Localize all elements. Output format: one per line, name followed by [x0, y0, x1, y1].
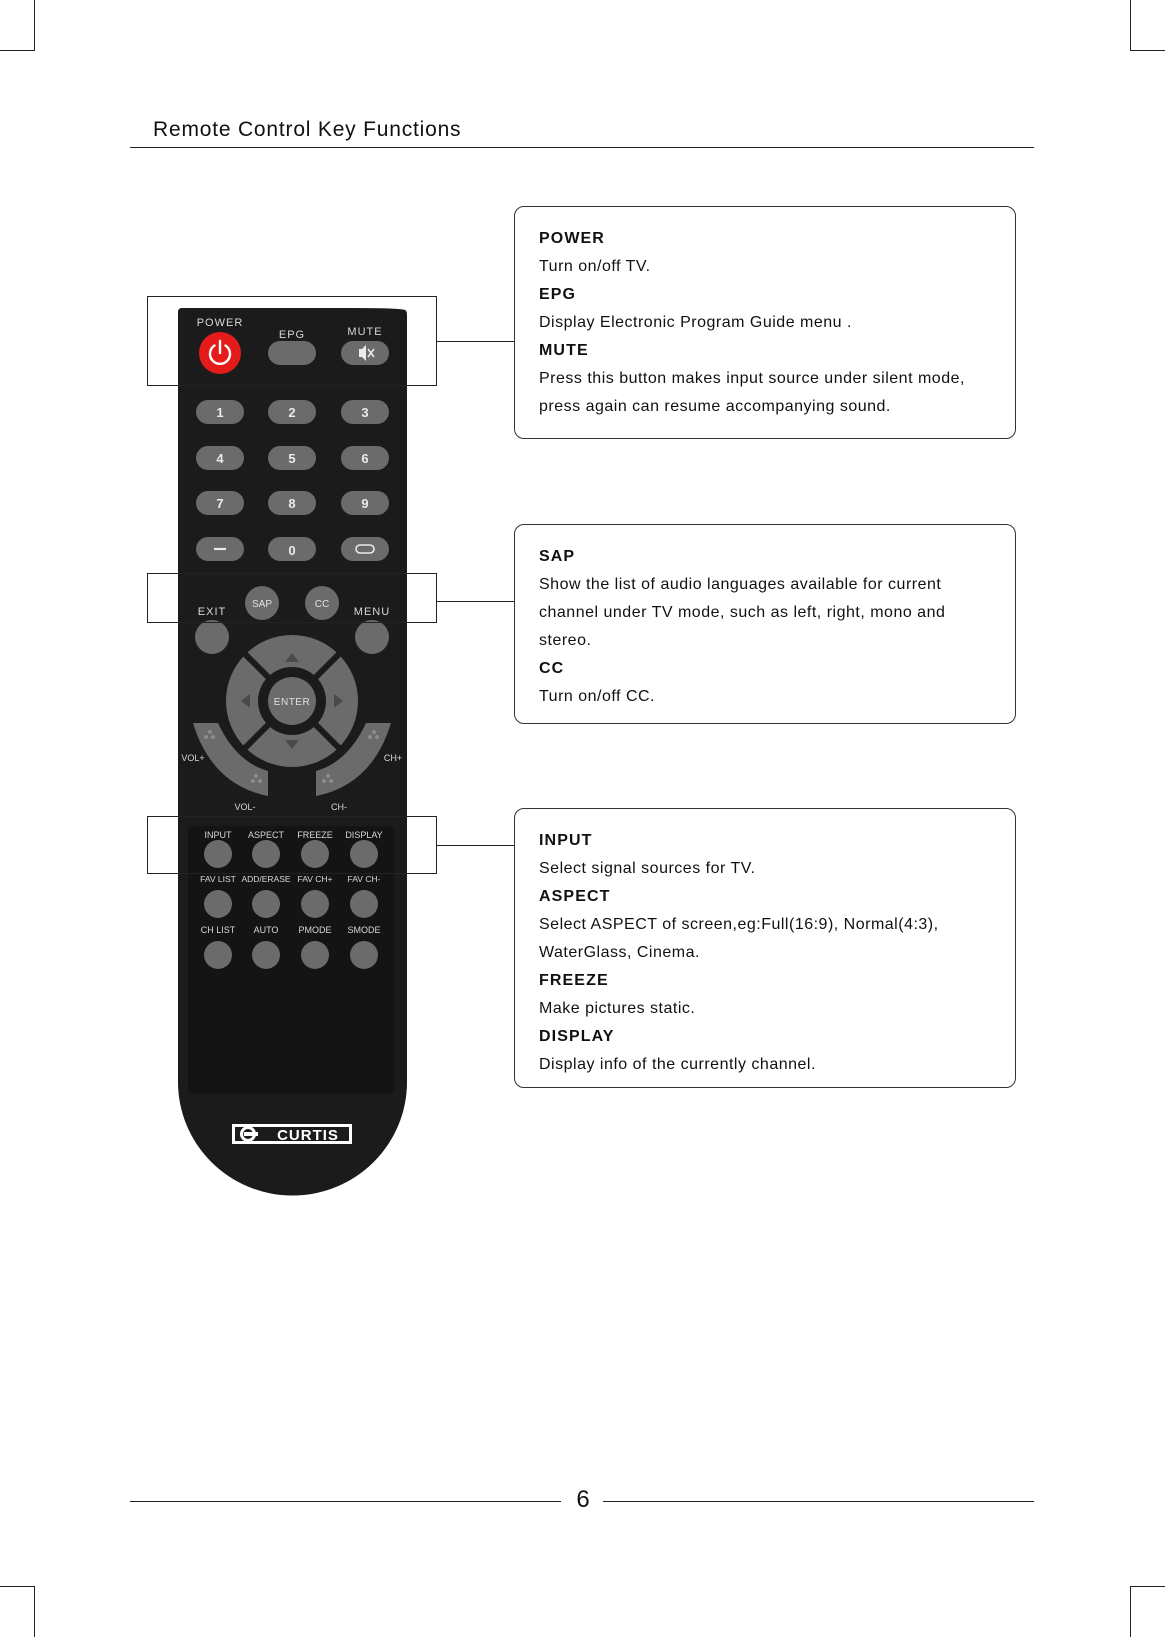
- aspect-label: ASPECT: [247, 830, 285, 840]
- entry-sap: [539, 543, 991, 655]
- add-erase-label: ADD/ERASE: [241, 874, 291, 884]
- key-2[interactable]: [268, 400, 316, 424]
- entry-name: POWER: [539, 230, 605, 247]
- ch-minus-label: CH-: [331, 802, 347, 812]
- entry-mute: [539, 337, 991, 421]
- epg-label: EPG: [278, 329, 306, 341]
- key-3[interactable]: [341, 400, 389, 424]
- fav-ch-minus-button[interactable]: [350, 890, 378, 918]
- entry-desc: Press this button makes input source under silent mode,: [539, 370, 965, 387]
- entry-freeze: [539, 967, 991, 1023]
- svg-text:7: 7: [216, 496, 224, 511]
- entry-power: [539, 225, 991, 281]
- callout-sap-cc-row: [147, 573, 437, 623]
- smode-label: SMODE: [347, 925, 381, 935]
- svg-text:SAP: SAP: [251, 599, 273, 610]
- fav-ch-minus-label: FAV CH-: [347, 874, 381, 884]
- menu-label: MENU: [353, 606, 391, 618]
- vol-minus-label: VOL-: [234, 802, 256, 812]
- entry-desc: stereo.: [539, 632, 592, 649]
- ch-list-button[interactable]: [204, 941, 232, 969]
- ch-plus-label: CH+: [383, 753, 403, 763]
- svg-text:ENTER: ENTER: [273, 697, 311, 708]
- entry-input: [539, 827, 991, 883]
- entry-name: MUTE: [539, 342, 589, 359]
- key-1[interactable]: [196, 400, 244, 424]
- entry-epg: [539, 281, 991, 337]
- key-8[interactable]: [268, 491, 316, 515]
- svg-text:5: 5: [288, 451, 296, 466]
- ch-list-label: CH LIST: [200, 925, 236, 935]
- entry-name: FREEZE: [539, 972, 609, 989]
- mute-label: MUTE: [347, 326, 383, 338]
- fav-ch-plus-button[interactable]: [301, 890, 329, 918]
- callout-top-row: [147, 296, 437, 386]
- entry-name: CC: [539, 660, 565, 677]
- entry-aspect: [539, 883, 991, 967]
- entry-name: ASPECT: [539, 888, 611, 905]
- key-6[interactable]: [341, 446, 389, 470]
- entry-desc: Select ASPECT of screen,eg:Full(16:9), Normal(4:3),: [539, 916, 939, 933]
- description-box-sap-cc: [514, 524, 1016, 724]
- svg-text:6: 6: [361, 451, 369, 466]
- entry-name: SAP: [539, 548, 576, 565]
- key-5[interactable]: [268, 446, 316, 470]
- svg-text:3: 3: [361, 405, 369, 420]
- entry-desc: press again can resume accompanying sound.: [539, 398, 891, 415]
- freeze-label: FREEZE: [297, 830, 333, 840]
- svg-text:2: 2: [288, 405, 296, 420]
- key-4[interactable]: [196, 446, 244, 470]
- entry-desc: Display Electronic Program Guide menu .: [539, 314, 852, 331]
- auto-label: AUTO: [253, 925, 279, 935]
- svg-text:CC: CC: [314, 599, 330, 610]
- key-0[interactable]: [268, 537, 316, 561]
- footer-rule-left: [130, 1501, 561, 1502]
- auto-button[interactable]: [252, 941, 280, 969]
- svg-text:1: 1: [216, 405, 224, 420]
- entry-desc: Make pictures static.: [539, 1000, 696, 1017]
- input-label: INPUT: [204, 830, 232, 840]
- display-label: DISPLAY: [345, 830, 383, 840]
- entry-desc: channel under TV mode, such as left, right, mono and: [539, 604, 946, 621]
- recall-key[interactable]: [341, 537, 389, 561]
- brand-logo: [232, 1124, 352, 1144]
- add-erase-button[interactable]: [252, 890, 280, 918]
- exit-button[interactable]: [195, 620, 229, 654]
- fav-list-label: FAV LIST: [200, 874, 236, 884]
- callout-input-row: [147, 816, 437, 874]
- entry-cc: [539, 655, 991, 711]
- leader-line-2: [437, 601, 514, 602]
- brand-name: CURTIS: [277, 1127, 339, 1144]
- key-9[interactable]: [341, 491, 389, 515]
- exit-label: EXIT: [197, 606, 227, 618]
- enter-button[interactable]: [268, 677, 316, 725]
- entry-desc: Turn on/off CC.: [539, 688, 655, 705]
- svg-text:9: 9: [361, 496, 369, 511]
- entry-desc: Turn on/off TV.: [539, 258, 651, 275]
- svg-text:8: 8: [288, 496, 296, 511]
- power-label: POWER: [196, 317, 244, 329]
- entry-desc: Show the list of audio languages available for current: [539, 576, 942, 593]
- vol-plus-label: VOL+: [181, 753, 205, 763]
- page-title: Remote Control Key Functions: [153, 118, 462, 141]
- leader-line-3: [437, 845, 514, 846]
- entry-desc: WaterGlass, Cinema.: [539, 944, 700, 961]
- description-box-power-epg-mute: [514, 206, 1016, 439]
- svg-text:4: 4: [216, 451, 224, 466]
- svg-text:0: 0: [288, 543, 296, 558]
- entry-desc: Display info of the currently channel.: [539, 1056, 816, 1073]
- entry-display: [539, 1023, 991, 1079]
- pmode-button[interactable]: [301, 941, 329, 969]
- entry-name: EPG: [539, 286, 577, 303]
- smode-button[interactable]: [350, 941, 378, 969]
- entry-desc: Select signal sources for TV.: [539, 860, 756, 877]
- description-box-input-aspect-freeze-display: [514, 808, 1016, 1088]
- menu-button[interactable]: [355, 620, 389, 654]
- pmode-label: PMODE: [298, 925, 332, 935]
- footer-rule-right: [603, 1501, 1034, 1502]
- fav-ch-plus-label: FAV CH+: [297, 874, 333, 884]
- entry-name: DISPLAY: [539, 1028, 615, 1045]
- fav-list-button[interactable]: [204, 890, 232, 918]
- page-number: 6: [576, 1486, 590, 1513]
- key-7[interactable]: [196, 491, 244, 515]
- entry-name: INPUT: [539, 832, 593, 849]
- leader-line-1: [437, 341, 514, 342]
- dash-key[interactable]: [196, 537, 244, 561]
